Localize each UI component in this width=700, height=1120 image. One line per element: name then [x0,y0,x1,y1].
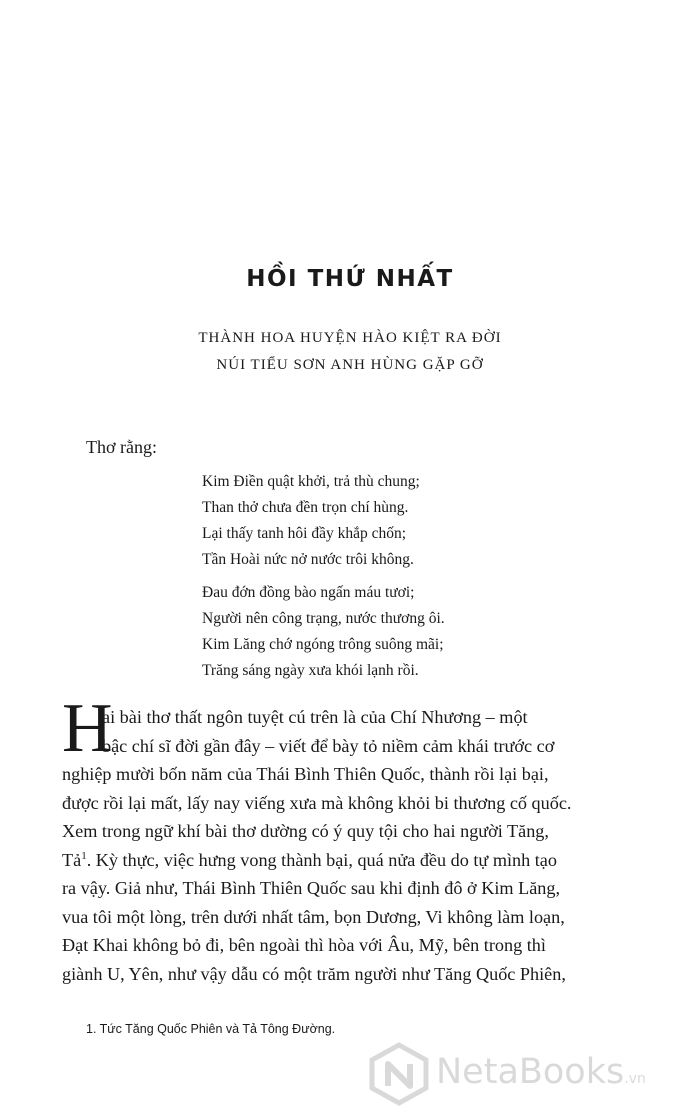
prose-line-text: bậc chí sĩ đời gần đây – viết để bày tỏ niềm cảm khái trước cơ [102,735,555,756]
poem-stanza-1 [202,469,420,573]
verse-line: Đau đớn đồng bào ngấn máu tươi; [202,584,415,601]
watermark-suffix: .vn [624,1071,646,1087]
prose-line: nghiệp mười bốn năm của Thái Bình Thiên Quốc, thành rồi lại bại, [62,764,549,784]
watermark-brand: NetaBooks [436,1052,625,1092]
poem-intro: Thơ rằng: [86,437,157,457]
prose-line: ra vậy. Giả như, Thái Bình Thiên Quốc sau khi định đô ở Kim Lăng, [62,878,560,898]
prose-line: Đạt Khai không bỏ đi, bên ngoài thì hòa với Âu, Mỹ, bên trong thì [62,935,546,955]
footnote: 1. Tức Tăng Quốc Phiên và Tả Tông Đường. [86,1022,336,1036]
verse-line: Lại thấy tanh hôi đầy khắp chốn; [202,525,407,542]
verse-line: Trăng sáng ngày xưa khói lạnh rồi. [202,662,419,679]
prose-line [62,846,682,875]
watermark [366,1042,696,1106]
prose-line [62,703,682,732]
prose-line [62,732,682,761]
prose-line: được rồi lại mất, lấy nay viếng xưa mà không khỏi bi thương cố quốc. [62,792,572,813]
verse-line: Tần Hoài nức nở nước trôi không. [202,551,414,568]
prose-line: giành U, Yên, như vậy dẫu có một trăm người như Tăng Quốc Phiên, [62,963,566,984]
netabooks-logo-icon [366,1042,432,1106]
chapter-subtitle-line-1: THÀNH HOA HUYỆN HÀO KIỆT RA ĐỜI [198,330,502,346]
verse-line: Kim Lăng chớ ngóng trông suông mãi; [202,636,444,653]
prose-paragraph [62,703,682,988]
prose-line: vua tôi một lòng, trên dưới nhất tâm, bọn Dương, Vi không làm loạn, [62,906,565,927]
prose-line-text: ai bài thơ thất ngôn tuyệt cú trên là của Chí Nhương – một [102,707,528,727]
chapter-title: HỒI THỨ NHẤT [246,266,454,292]
drop-cap: H [62,690,113,767]
watermark-text [436,1052,646,1092]
prose-line-text: Tả [62,849,82,870]
footnote-marker: 1 [81,849,87,862]
poem-stanza-2 [202,580,445,684]
prose-line-text: . Kỳ thực, việc hưng vong thành bại, quá nửa đều do tự mình tạo [86,849,557,870]
verse-line: Than thở chưa đền trọn chí hùng. [202,499,409,516]
verse-line: Kim Điền quật khởi, trả thù chung; [202,473,420,490]
chapter-subtitle-line-2: NÚI TIỂU SƠN ANH HÙNG GẶP GỠ [216,357,484,373]
prose-line: Xem trong ngữ khí bài thơ dường có ý quy tội cho hai người Tăng, [62,821,549,841]
verse-line: Người nên công trạng, nước thương ôi. [202,610,445,627]
